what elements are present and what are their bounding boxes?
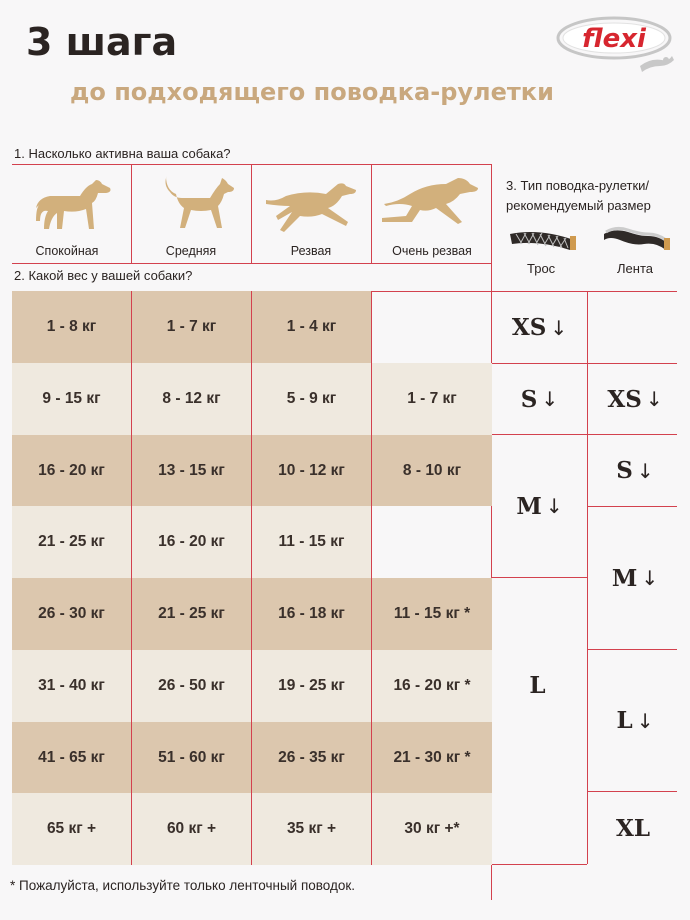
step3-question-line1: 3. Тип поводка-рулетки/ xyxy=(506,178,650,193)
cord-label: Трос xyxy=(527,261,556,276)
page-subtitle: до подходящего поводка-рулетки xyxy=(70,78,554,106)
weight-cell: 8 - 12 кг xyxy=(132,363,251,435)
weight-cell: 31 - 40 кг xyxy=(12,650,131,722)
weight-cell: 60 кг + xyxy=(132,793,251,865)
weight-cell: 26 - 30 кг xyxy=(12,578,131,650)
dog-label-very-active: Очень резвая xyxy=(392,244,472,258)
calm-dog-icon xyxy=(28,178,114,234)
tape-label: Лента xyxy=(617,261,653,276)
weight-cell: 21 - 30 кг * xyxy=(372,722,492,793)
step1-question: 1. Насколько активна ваша собака? xyxy=(14,146,231,161)
tape-leash-icon xyxy=(602,224,672,254)
weight-cell: 11 - 15 кг xyxy=(252,506,371,578)
weight-cell: 19 - 25 кг xyxy=(252,650,371,722)
weight-cell: 1 - 4 кг xyxy=(252,291,371,363)
weight-cell: 26 - 50 кг xyxy=(132,650,251,722)
flexi-logo xyxy=(556,14,676,80)
cord-size-m: M ↓ xyxy=(516,492,563,520)
cord-size-xs: XS ↓ xyxy=(511,314,568,341)
weight-cell: 13 - 15 кг xyxy=(132,435,251,506)
weight-cell: 8 - 10 кг xyxy=(372,435,492,506)
average-dog-icon xyxy=(152,174,238,234)
tape-size-l: L ↓ xyxy=(616,707,654,734)
tape-size-m: M ↓ xyxy=(611,564,659,592)
weight-cell: 1 - 7 кг xyxy=(372,363,492,435)
weight-cell: 26 - 35 кг xyxy=(252,722,371,793)
tape-size-xs: XS ↓ xyxy=(607,385,663,413)
weight-cell xyxy=(372,506,492,578)
cord-leash-icon xyxy=(508,226,578,254)
dog-label-average: Средняя xyxy=(165,244,217,258)
weight-cell: 1 - 8 кг xyxy=(12,291,131,363)
playful-dog-icon xyxy=(264,180,360,232)
weight-cell: 10 - 12 кг xyxy=(252,435,371,506)
weight-cell: 1 - 7 кг xyxy=(132,291,251,363)
weight-cell: 9 - 15 кг xyxy=(12,363,131,435)
step3-question-line2: рекомендуемый размер xyxy=(506,198,651,213)
step3-question xyxy=(506,176,651,216)
weight-cell: 16 - 20 кг * xyxy=(372,650,492,722)
weight-cell: 16 - 20 кг xyxy=(12,435,131,506)
tape-size-s: S ↓ xyxy=(616,457,654,484)
step2-question: 2. Какой вес у вашей собаки? xyxy=(14,268,193,283)
weight-cell: 16 - 18 кг xyxy=(252,578,371,650)
weight-cell: 41 - 65 кг xyxy=(12,722,131,793)
very-active-dog-icon xyxy=(382,176,482,224)
weight-cell: 51 - 60 кг xyxy=(132,722,251,793)
weight-cell: 5 - 9 кг xyxy=(252,363,371,435)
cord-size-s: S ↓ xyxy=(520,385,559,413)
dog-label-playful: Резвая xyxy=(290,244,332,258)
cord-size-l: L xyxy=(529,671,546,699)
svg-text:flexi: flexi xyxy=(582,24,646,54)
weight-cell: 35 кг + xyxy=(252,793,371,865)
weight-cell: 30 кг +* xyxy=(372,793,492,865)
weight-cell: 65 кг + xyxy=(12,793,131,865)
weight-cell xyxy=(372,291,492,363)
weight-cell: 11 - 15 кг * xyxy=(372,578,492,650)
weight-cell: 21 - 25 кг xyxy=(132,578,251,650)
weight-cell: 16 - 20 кг xyxy=(132,506,251,578)
tape-size-xl: XL xyxy=(615,814,651,842)
page-title: 3 шага xyxy=(26,20,178,64)
dog-label-calm: Спокойная xyxy=(35,244,99,258)
weight-table xyxy=(12,291,492,865)
footnote: * Пожалуйста, используйте только ленточный поводок. xyxy=(10,878,356,893)
weight-cell: 21 - 25 кг xyxy=(12,506,131,578)
